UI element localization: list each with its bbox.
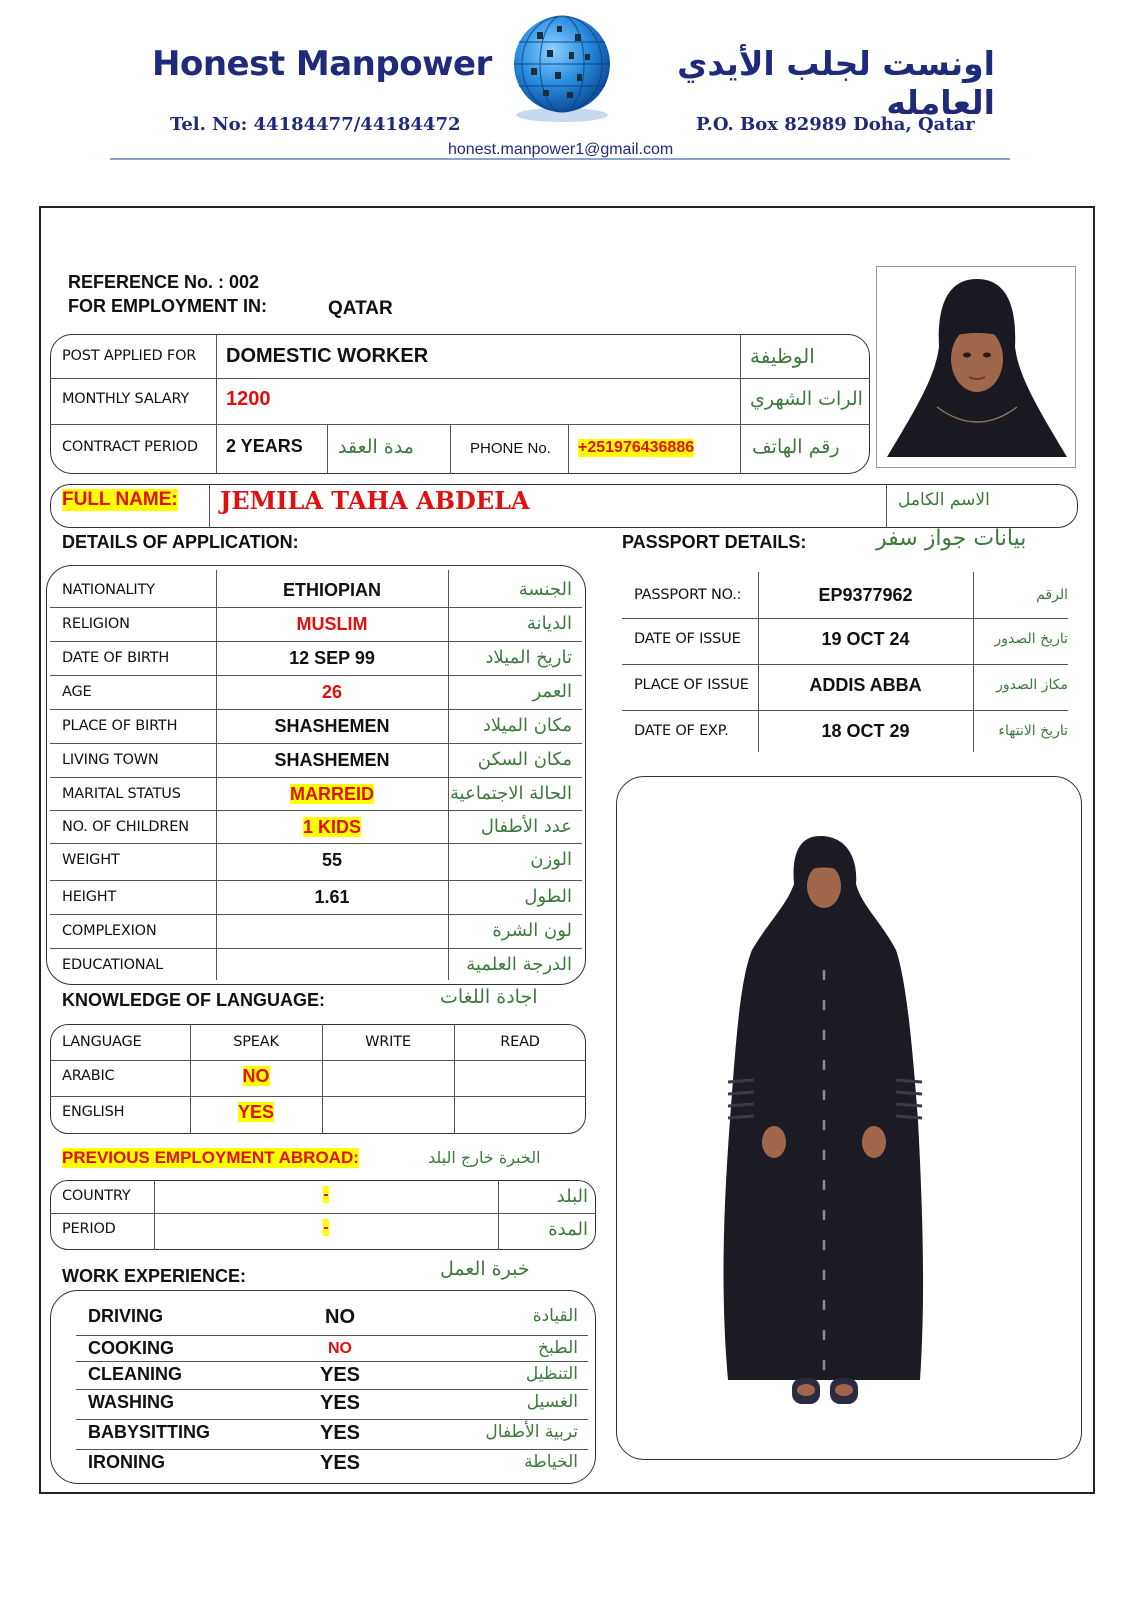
phone-value: +251976436886 <box>578 439 695 456</box>
previous-value: - <box>323 1219 329 1236</box>
language-divider-1 <box>50 1060 586 1061</box>
passport-value: 19 OCT 24 <box>821 629 910 649</box>
work-label: DRIVING <box>88 1306 164 1326</box>
work-value: YES <box>319 1452 361 1474</box>
applicant-portrait <box>876 266 1076 468</box>
post-value: DOMESTIC WORKER <box>226 345 429 367</box>
detail-value: SHASHEMEN <box>274 716 390 736</box>
phone-label-ar: رقم الهاتف <box>752 436 840 458</box>
previous-heading: PREVIOUS EMPLOYMENT ABROAD: <box>62 1148 359 1167</box>
telephone: Tel. No: 44184477/44184472 <box>170 114 461 135</box>
post-col-divider-4 <box>450 424 451 474</box>
detail-row-divider <box>50 675 582 676</box>
passport-row-divider <box>622 710 1068 711</box>
detail-label: EDUCATIONAL <box>62 957 164 973</box>
post-col-divider-3 <box>327 424 328 474</box>
post-col-divider-1 <box>216 334 217 474</box>
detail-row-divider <box>50 843 582 844</box>
language-speak-cell <box>190 1066 322 1087</box>
work-row-divider <box>76 1419 588 1420</box>
language-name: ENGLISH <box>62 1104 125 1120</box>
detail-row-divider <box>50 810 582 811</box>
company-name-ar: اونست لجلب الأيدي العامله <box>677 44 995 122</box>
detail-label: NATIONALITY <box>62 582 155 598</box>
work-value: YES <box>319 1392 361 1414</box>
phone-label: PHONE No. <box>470 440 551 457</box>
detail-value <box>216 817 448 838</box>
previous-label-ar: المدة <box>548 1219 588 1240</box>
detail-label-ar: الحالة الاجتماعية <box>450 783 572 804</box>
full-name-label-ar: الاسم الكامل <box>898 490 990 510</box>
post-col-divider-2 <box>740 334 741 474</box>
passport-label: DATE OF ISSUE <box>634 631 741 647</box>
detail-row-divider <box>50 777 582 778</box>
detail-label: WEIGHT <box>62 852 120 868</box>
passport-row-divider <box>622 618 1068 619</box>
detail-label-ar: الديانة <box>526 613 572 634</box>
contract-label: CONTRACT PERIOD <box>62 439 198 455</box>
detail-label-ar: مكان الميلاد <box>482 715 572 736</box>
language-speak-value: YES <box>237 1102 275 1122</box>
applicant-full-body-photo <box>700 820 950 1440</box>
work-label: IRONING <box>88 1452 166 1472</box>
detail-label: DATE OF BIRTH <box>62 650 170 666</box>
detail-value-highlight: 1 KIDS <box>302 817 362 837</box>
work-label-ar: الغسيل <box>526 1392 578 1412</box>
work-label-ar: التنظيل <box>525 1364 578 1384</box>
passport-label: PLACE OF ISSUE <box>634 677 749 693</box>
detail-label: HEIGHT <box>62 889 117 905</box>
detail-row-divider <box>50 607 582 608</box>
full-name-label: FULL NAME: <box>62 489 178 510</box>
salary-label: MONTHLY SALARY <box>62 391 190 407</box>
salary-value: 1200 <box>226 388 271 410</box>
detail-row-divider <box>50 914 582 915</box>
work-value: YES <box>319 1364 361 1386</box>
detail-value: SHASHEMEN <box>274 750 390 770</box>
work-label-ar: الطبخ <box>538 1338 578 1358</box>
detail-label-ar: مكان السكن <box>477 749 572 770</box>
detail-label-ar: تاريخ الميلاد <box>485 647 572 668</box>
post-label-ar: الوظيفة <box>750 344 815 368</box>
po-box: P.O. Box 82989 Doha, Qatar <box>696 114 975 135</box>
language-speak-cell <box>190 1102 322 1123</box>
passport-label-ar: الرقم <box>1036 587 1068 603</box>
detail-value: 1.61 <box>314 887 350 907</box>
detail-label-ar: عدد الأطفال <box>480 816 572 837</box>
language-heading-ar: اجادة اللغات <box>440 986 538 1008</box>
work-heading: WORK EXPERIENCE: <box>62 1266 247 1286</box>
detail-value: ETHIOPIAN <box>282 580 381 600</box>
detail-row-divider <box>50 880 582 881</box>
detail-value: 26 <box>321 682 343 702</box>
work-label: WASHING <box>88 1392 175 1412</box>
previous-value: - <box>323 1186 329 1203</box>
email: honest.manpower1@gmail.com <box>448 141 674 158</box>
detail-label: NO. OF CHILDREN <box>62 819 189 835</box>
previous-label: PERIOD <box>62 1221 116 1237</box>
language-name: ARABIC <box>62 1068 115 1084</box>
globe-logo-icon <box>507 12 617 124</box>
passport-label: PASSPORT NO.: <box>634 587 742 603</box>
details-col-divider-2 <box>448 570 449 980</box>
previous-label: COUNTRY <box>62 1188 131 1204</box>
work-row-divider <box>76 1335 588 1336</box>
full-name-divider-2 <box>886 484 887 528</box>
detail-row-divider <box>50 948 582 949</box>
previous-value-cell <box>154 1186 498 1204</box>
company-name-en: Honest Manpower <box>152 44 492 84</box>
detail-label-ar: الدرجة العلمية <box>466 954 572 975</box>
passport-col-divider-2 <box>973 572 974 752</box>
passport-label-ar: تاريخ الانتهاء <box>998 723 1068 739</box>
contract-label-ar: مدة العقد <box>338 436 414 458</box>
detail-label: PLACE OF BIRTH <box>62 718 178 734</box>
detail-value: 12 SEP 99 <box>289 648 375 668</box>
work-row-divider <box>76 1361 588 1362</box>
detail-label-ar: الطول <box>524 886 572 907</box>
detail-label: LIVING TOWN <box>62 752 159 768</box>
work-label: BABYSITTING <box>88 1422 211 1442</box>
work-value: NO <box>325 1306 355 1328</box>
employment-label: FOR EMPLOYMENT IN: <box>68 296 267 316</box>
full-name-divider-1 <box>209 484 210 528</box>
post-divider-1 <box>50 378 870 379</box>
work-row-divider <box>76 1449 588 1450</box>
detail-value-highlight: MARREID <box>290 784 374 804</box>
work-label-ar: تربية الأطفال <box>485 1422 578 1442</box>
previous-col-2 <box>498 1180 499 1250</box>
language-header: SPEAK <box>233 1034 279 1050</box>
language-header: WRITE <box>365 1034 411 1050</box>
work-value: YES <box>319 1422 361 1444</box>
contract-value: 2 YEARS <box>226 436 303 456</box>
salary-label-ar: الرات الشهري <box>750 388 863 410</box>
reference-number: REFERENCE No. : 002 <box>68 272 260 292</box>
passport-value: 18 OCT 29 <box>821 721 910 741</box>
language-divider-2 <box>50 1096 586 1097</box>
detail-label: AGE <box>62 684 92 700</box>
detail-label-ar: العمر <box>532 681 572 702</box>
language-speak-value: NO <box>242 1066 270 1086</box>
detail-label: MARITAL STATUS <box>62 786 181 802</box>
application-heading: DETAILS OF APPLICATION: <box>62 532 299 552</box>
language-header: READ <box>500 1034 540 1050</box>
full-name-value: JEMILA TAHA ABDELA <box>220 486 530 515</box>
passport-label-ar: تاريخ الصدور <box>994 631 1068 647</box>
detail-label-ar: الجنسة <box>518 579 572 600</box>
post-label: POST APPLIED FOR <box>62 348 197 364</box>
work-label: CLEANING <box>88 1364 182 1384</box>
work-value: NO <box>328 1340 352 1357</box>
previous-label-ar: البلد <box>556 1186 588 1207</box>
detail-label: COMPLEXION <box>62 923 157 939</box>
passport-row-divider <box>622 664 1068 665</box>
passport-label-ar: مكاز الصدور <box>996 677 1068 693</box>
work-row-divider <box>76 1389 588 1390</box>
work-heading-ar: خبرة العمل <box>440 1258 530 1280</box>
previous-value-cell <box>154 1219 498 1237</box>
work-label-ar: القيادة <box>532 1306 578 1326</box>
language-header: LANGUAGE <box>62 1034 142 1050</box>
detail-value: MUSLIM <box>296 614 368 634</box>
previous-heading-ar: الخبرة خارج البلد <box>428 1148 541 1167</box>
detail-label-ar: الوزن <box>530 849 572 870</box>
detail-row-divider <box>50 743 582 744</box>
passport-heading-ar: بيانات جواز سفر <box>876 526 1027 551</box>
detail-value: 55 <box>321 850 343 870</box>
work-label-ar: الخياطة <box>524 1452 578 1472</box>
detail-row-divider <box>50 709 582 710</box>
passport-heading: PASSPORT DETAILS: <box>622 532 807 552</box>
post-divider-2 <box>50 424 870 425</box>
work-label: COOKING <box>88 1338 175 1358</box>
detail-value <box>216 784 448 805</box>
detail-label: RELIGION <box>62 616 130 632</box>
detail-label-ar: لون الشرة <box>492 920 572 941</box>
post-col-divider-5 <box>568 424 569 474</box>
employment-country: QATAR <box>328 298 393 319</box>
passport-label: DATE OF EXP. <box>634 723 729 739</box>
language-heading: KNOWLEDGE OF LANGUAGE: <box>62 990 325 1010</box>
previous-divider <box>50 1213 596 1214</box>
passport-value: EP9377962 <box>818 585 913 605</box>
passport-value: ADDIS ABBA <box>809 675 922 695</box>
detail-row-divider <box>50 641 582 642</box>
